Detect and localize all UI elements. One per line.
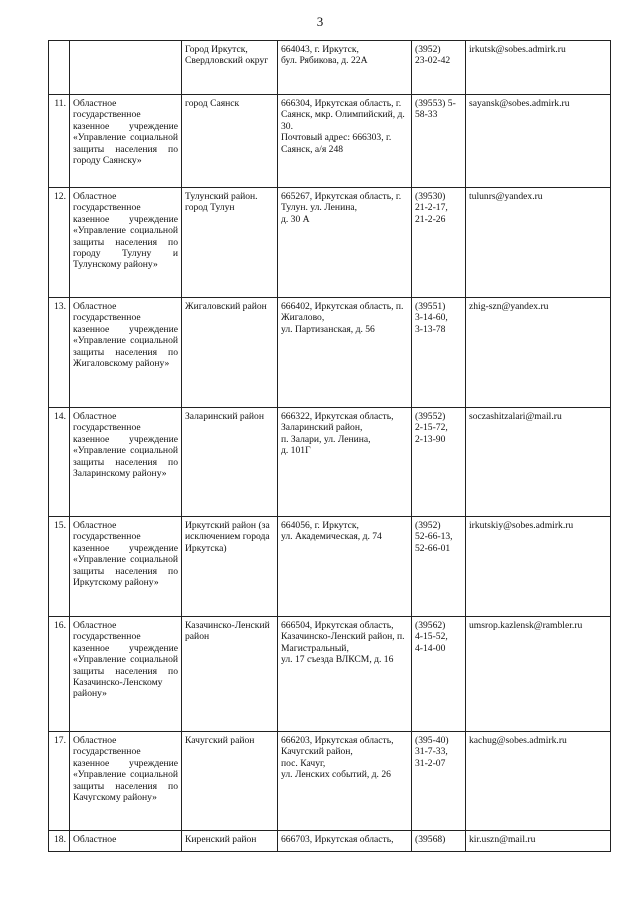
email: soczashitzalari@mail.ru [466, 408, 611, 517]
address: 665267, Иркутская область, г. Тулун. ул. Ленина, д. 30 А [278, 188, 412, 298]
table-row [49, 732, 611, 831]
institution-name: Областное государственное казенное учреждение «Управление социальной защиты населения по Качугскому району» [70, 732, 182, 831]
email: kachug@sobes.admirk.ru [466, 732, 611, 831]
institution-name [70, 41, 182, 95]
institution-name: Областное государственное казенное учреждение «Управление социальной защиты населения по Казачинско-Ленскому району» [70, 617, 182, 732]
phone: (39551) 3-14-60, 3-13-78 [412, 298, 466, 408]
table-row [49, 188, 611, 298]
phone: (395-40) 31-7-33, 31-2-07 [412, 732, 466, 831]
row-number: 18. [49, 831, 70, 852]
territory: Иркутский район (за исключением города Иркутска) [182, 517, 278, 617]
email: sayansk@sobes.admirk.ru [466, 95, 611, 188]
territory: город Саянск [182, 95, 278, 188]
institutions-table [48, 40, 611, 852]
email: irkutskiy@sobes.admirk.ru [466, 517, 611, 617]
address: 666322, Иркутская область, Заларинский район, п. Залари, ул. Ленина, д. 101Г [278, 408, 412, 517]
table-row [49, 298, 611, 408]
row-number [49, 41, 70, 95]
table-row [49, 95, 611, 188]
row-number: 14. [49, 408, 70, 517]
address: 664043, г. Иркутск, бул. Рябикова, д. 22А [278, 41, 412, 95]
institution-name: Областное [70, 831, 182, 852]
row-number: 17. [49, 732, 70, 831]
institution-name: Областное государственное казенное учреждение «Управление социальной защиты населения по Заларинскому району» [70, 408, 182, 517]
institution-name: Областное государственное казенное учреждение «Управление социальной защиты населения по Жигаловскому району» [70, 298, 182, 408]
territory: Качугский район [182, 732, 278, 831]
row-number: 12. [49, 188, 70, 298]
address: 666402, Иркутская область, п. Жигалово, ул. Партизанская, д. 56 [278, 298, 412, 408]
phone: (39530) 21-2-17, 21-2-26 [412, 188, 466, 298]
phone: (39568) [412, 831, 466, 852]
row-number: 16. [49, 617, 70, 732]
territory: Казачинско-Ленский район [182, 617, 278, 732]
address: 666203, Иркутская область, Качугский район, пос. Качуг, ул. Ленских событий, д. 26 [278, 732, 412, 831]
table-row [49, 517, 611, 617]
row-number: 11. [49, 95, 70, 188]
email: zhig-szn@yandex.ru [466, 298, 611, 408]
address: 666304, Иркутская область, г. Саянск, мкр. Олимпийский, д. 30. Почтовый адрес: 666303, г. Саянск, а/я 248 [278, 95, 412, 188]
email: kir.uszn@mail.ru [466, 831, 611, 852]
institution-name: Областное государственное казенное учреждение «Управление социальной защиты населения по городу Саянску» [70, 95, 182, 188]
territory: Тулунский район. город Тулун [182, 188, 278, 298]
table-row [49, 41, 611, 95]
row-number: 13. [49, 298, 70, 408]
territory: Заларинский район [182, 408, 278, 517]
institution-name: Областное государственное казенное учреждение «Управление социальной защиты населения по Иркутскому району» [70, 517, 182, 617]
row-number: 15. [49, 517, 70, 617]
territory: Город Иркутск, Свердловский округ [182, 41, 278, 95]
territory: Жигаловский район [182, 298, 278, 408]
table-row [49, 617, 611, 732]
table-row [49, 408, 611, 517]
email: tulunrs@yandex.ru [466, 188, 611, 298]
phone: (39553) 5-58-33 [412, 95, 466, 188]
email: umsrop.kazlensk@rambler.ru [466, 617, 611, 732]
phone: (39552) 2-15-72, 2-13-90 [412, 408, 466, 517]
phone: (3952) 23-02-42 [412, 41, 466, 95]
page-number: 3 [316, 14, 324, 29]
address: 666703, Иркутская область, [278, 831, 412, 852]
address: 666504, Иркутская область, Казачинско-Ленский район, п. Магистральный, ул. 17 съезда ВЛКСМ, д. 16 [278, 617, 412, 732]
address: 664056, г. Иркутск, ул. Академическая, д. 74 [278, 517, 412, 617]
email: irkutsk@sobes.admirk.ru [466, 41, 611, 95]
table-row [49, 831, 611, 852]
territory: Киренский район [182, 831, 278, 852]
phone: (39562) 4-15-52, 4-14-00 [412, 617, 466, 732]
phone: (3952) 52-66-13, 52-66-01 [412, 517, 466, 617]
institution-name: Областное государственное казенное учреждение «Управление социальной защиты населения по городу Тулуну и Тулунскому району» [70, 188, 182, 298]
